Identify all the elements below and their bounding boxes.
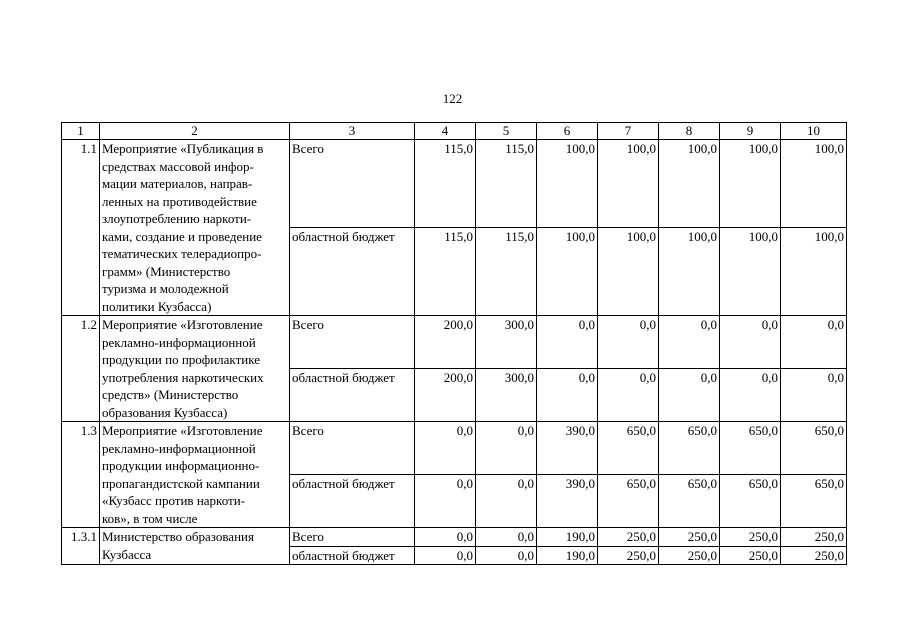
amount-cell: 650,0 — [720, 422, 781, 475]
amount-cell: 0,0 — [415, 475, 476, 528]
description-line: мации материалов, направ- — [102, 176, 253, 191]
description-line: средств» (Министерство — [102, 387, 239, 402]
header-cell: 8 — [659, 123, 720, 140]
row-number: 1.1 — [62, 140, 100, 316]
amount-cell: 0,0 — [476, 528, 537, 547]
amount-cell: 0,0 — [476, 475, 537, 528]
amount-cell: 0,0 — [415, 422, 476, 475]
budget-table — [61, 122, 847, 565]
description-line: образования Кузбасса) — [102, 404, 228, 420]
amount-cell: 0,0 — [476, 546, 537, 565]
row-number: 1.3.1 — [62, 528, 100, 565]
amount-cell: 115,0 — [476, 228, 537, 316]
amount-cell: 0,0 — [659, 316, 720, 369]
amount-cell: 100,0 — [537, 140, 598, 228]
description-line: продукции по профилактике — [102, 352, 260, 367]
header-cell: 5 — [476, 123, 537, 140]
amount-cell: 250,0 — [659, 546, 720, 565]
amount-cell: 650,0 — [659, 475, 720, 528]
amount-cell: 250,0 — [720, 528, 781, 547]
description-line: пропагандистской кампании — [102, 475, 260, 491]
description-line: туризма и молодежной — [102, 281, 229, 296]
amount-cell: 115,0 — [476, 140, 537, 228]
activity-description — [100, 140, 290, 316]
amount-cell: 250,0 — [659, 528, 720, 547]
description-line: ленных на противодействие — [102, 193, 257, 209]
amount-cell: 650,0 — [781, 475, 847, 528]
funding-source: Всего — [290, 422, 415, 475]
amount-cell: 190,0 — [537, 546, 598, 565]
funding-source: областной бюджет — [290, 546, 415, 565]
amount-cell: 250,0 — [720, 546, 781, 565]
amount-cell: 100,0 — [781, 140, 847, 228]
amount-cell: 100,0 — [720, 228, 781, 316]
amount-cell: 650,0 — [598, 475, 659, 528]
amount-cell: 0,0 — [781, 316, 847, 369]
amount-cell: 100,0 — [781, 228, 847, 316]
amount-cell: 0,0 — [598, 369, 659, 422]
activity-description — [100, 422, 290, 528]
amount-cell: 390,0 — [537, 422, 598, 475]
description-line: тематических телерадиопро- — [102, 246, 262, 261]
amount-cell: 0,0 — [720, 369, 781, 422]
description-line: рекламно-информационной — [102, 334, 256, 350]
description-line: Мероприятие «Публикация в — [102, 141, 264, 156]
header-cell: 1 — [62, 123, 100, 140]
table-body — [62, 123, 847, 565]
header-cell: 9 — [720, 123, 781, 140]
amount-cell: 100,0 — [720, 140, 781, 228]
amount-cell: 100,0 — [598, 140, 659, 228]
page-number: 122 — [442, 91, 463, 106]
header-row — [62, 123, 847, 140]
description-line: политики Кузбасса) — [102, 298, 212, 314]
table-row — [62, 422, 847, 475]
amount-cell: 250,0 — [781, 546, 847, 565]
amount-cell: 250,0 — [598, 528, 659, 547]
funding-source: Всего — [290, 140, 415, 228]
amount-cell: 100,0 — [659, 228, 720, 316]
amount-cell: 0,0 — [537, 369, 598, 422]
amount-cell: 200,0 — [415, 369, 476, 422]
description-line: средствах массовой инфор- — [102, 158, 254, 174]
activity-description — [100, 316, 290, 422]
description-line: Мероприятие «Изготовление — [102, 423, 263, 438]
funding-source: Всего — [290, 528, 415, 547]
header-cell: 3 — [290, 123, 415, 140]
header-cell: 4 — [415, 123, 476, 140]
header-cell: 2 — [100, 123, 290, 140]
amount-cell: 390,0 — [537, 475, 598, 528]
amount-cell: 650,0 — [659, 422, 720, 475]
description-line: Министерство образования — [102, 529, 254, 544]
amount-cell: 190,0 — [537, 528, 598, 547]
amount-cell: 0,0 — [598, 316, 659, 369]
description-line: Мероприятие «Изготовление — [102, 317, 263, 332]
header-cell: 7 — [598, 123, 659, 140]
description-line: продукции информационно- — [102, 458, 260, 473]
amount-cell: 0,0 — [781, 369, 847, 422]
amount-cell: 250,0 — [781, 528, 847, 547]
amount-cell: 650,0 — [781, 422, 847, 475]
header-cell: 6 — [537, 123, 598, 140]
amount-cell: 0,0 — [720, 316, 781, 369]
amount-cell: 100,0 — [537, 228, 598, 316]
funding-source: областной бюджет — [290, 475, 415, 528]
amount-cell: 0,0 — [537, 316, 598, 369]
amount-cell: 300,0 — [476, 369, 537, 422]
description-line: рекламно-информационной — [102, 440, 256, 456]
amount-cell: 100,0 — [598, 228, 659, 316]
description-line: ков», в том числе — [102, 510, 198, 526]
description-line: Кузбасса — [102, 546, 152, 562]
amount-cell: 650,0 — [720, 475, 781, 528]
table-row — [62, 528, 847, 547]
amount-cell: 115,0 — [415, 140, 476, 228]
description-line: злоупотреблению наркоти- — [102, 211, 252, 226]
table-row — [62, 140, 847, 228]
funding-source: Всего — [290, 316, 415, 369]
amount-cell: 650,0 — [598, 422, 659, 475]
amount-cell: 200,0 — [415, 316, 476, 369]
amount-cell: 250,0 — [598, 546, 659, 565]
table-row — [62, 316, 847, 369]
row-number: 1.2 — [62, 316, 100, 422]
description-line: «Кузбасс против наркоти- — [102, 493, 245, 508]
amount-cell: 0,0 — [659, 369, 720, 422]
description-line: употребления наркотических — [102, 369, 264, 385]
amount-cell: 0,0 — [476, 422, 537, 475]
funding-source: областной бюджет — [290, 369, 415, 422]
description-line: ками, создание и проведение — [102, 228, 262, 244]
amount-cell: 300,0 — [476, 316, 537, 369]
funding-source: областной бюджет — [290, 228, 415, 316]
amount-cell: 100,0 — [659, 140, 720, 228]
amount-cell: 0,0 — [415, 528, 476, 547]
amount-cell: 0,0 — [415, 546, 476, 565]
description-line: грамм» (Министерство — [102, 263, 231, 279]
amount-cell: 115,0 — [415, 228, 476, 316]
activity-description — [100, 528, 290, 565]
header-cell: 10 — [781, 123, 847, 140]
row-number: 1.3 — [62, 422, 100, 528]
